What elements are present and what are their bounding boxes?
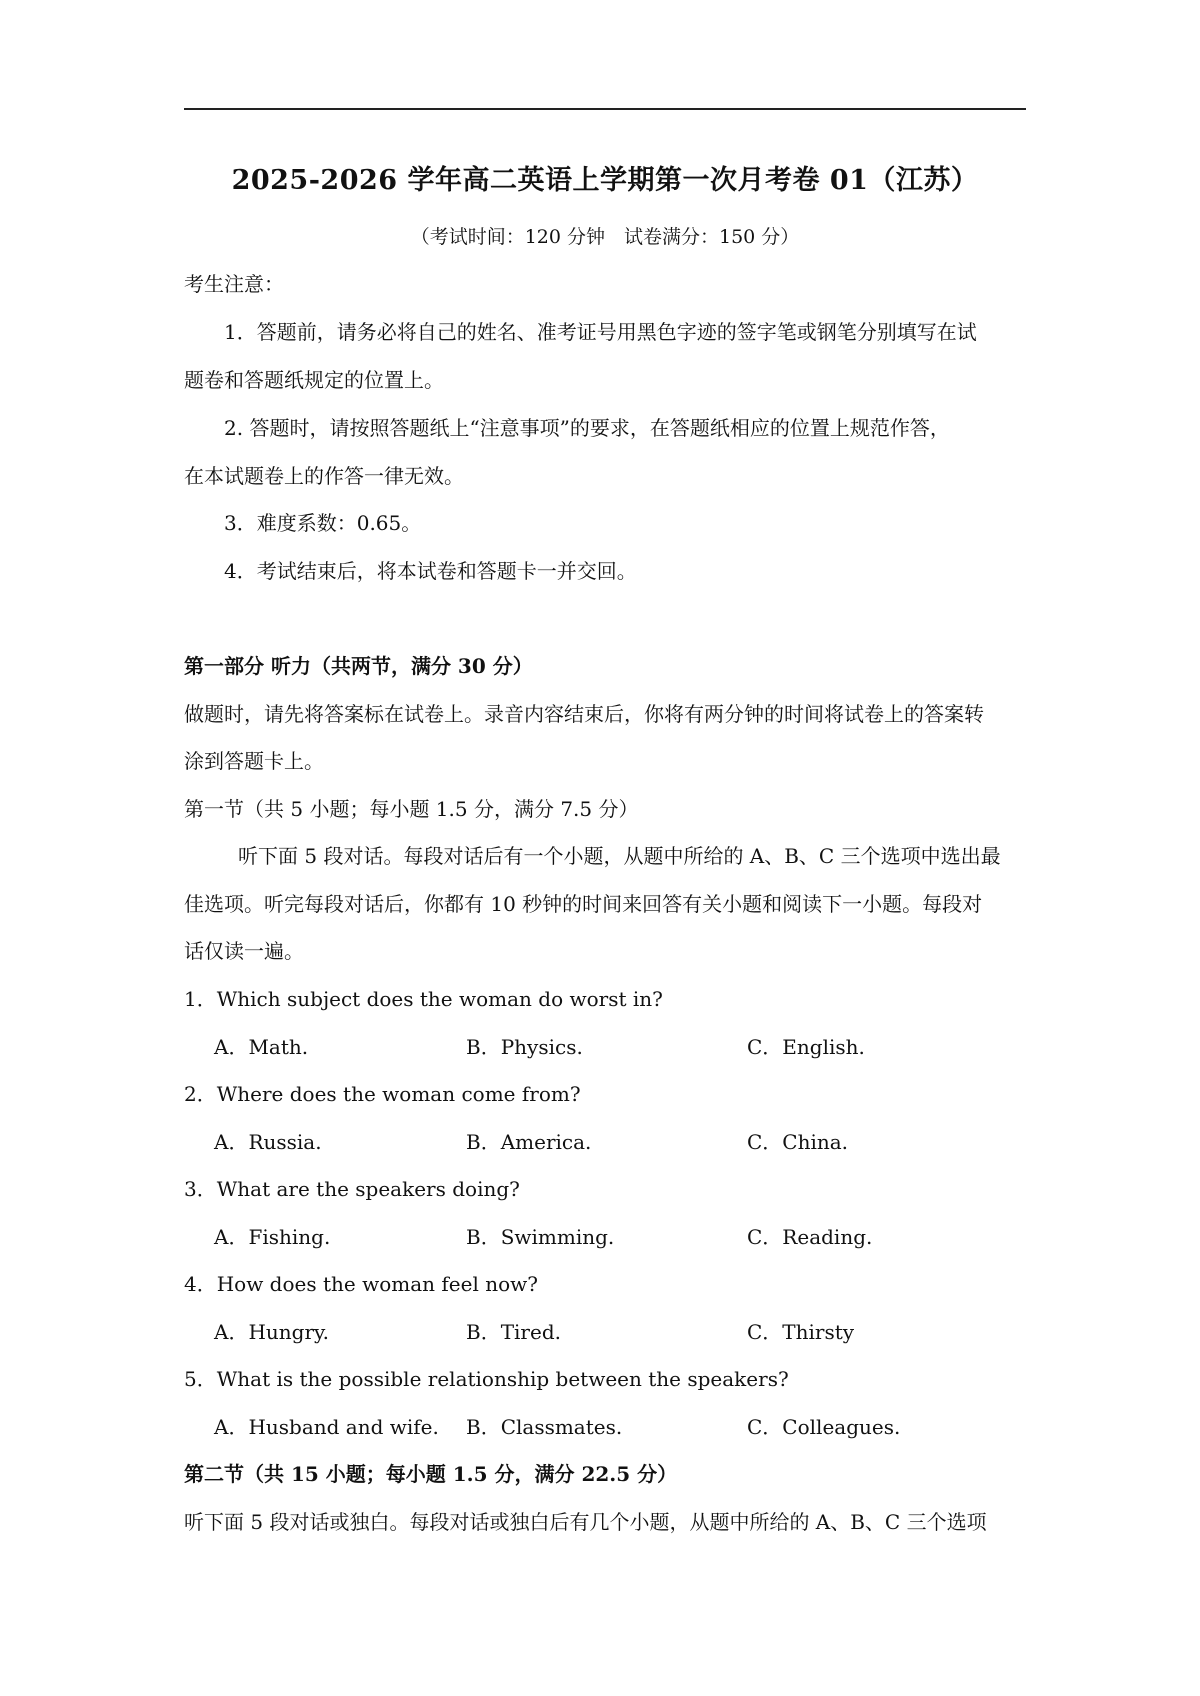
question-5-stem: 5．What is the possible relationship between the speakers? xyxy=(184,1367,789,1391)
notice-item-3: 3．难度系数：0.65。 xyxy=(224,511,422,535)
exam-info: （考试时间：120 分钟 试卷满分：150 分） xyxy=(410,226,800,248)
question-3-stem: 3．What are the speakers doing? xyxy=(184,1177,520,1201)
question-4-stem: 4．How does the woman feel now? xyxy=(184,1272,538,1296)
option-b: B．Swimming. xyxy=(466,1225,615,1249)
part1-heading: 第一部分 听力（共两节，满分 30 分） xyxy=(184,654,533,678)
option-a: A．Husband and wife. xyxy=(214,1415,439,1439)
option-c: C．Reading. xyxy=(747,1225,873,1249)
option-a: A．Hungry. xyxy=(214,1320,330,1344)
option-b: B．Classmates. xyxy=(466,1415,623,1439)
option-a: A．Russia. xyxy=(214,1130,322,1154)
question-4-options xyxy=(214,1316,1026,1344)
question-1-options xyxy=(214,1031,1026,1059)
option-a: A．Math. xyxy=(214,1035,309,1059)
option-b: B．Physics. xyxy=(466,1035,583,1059)
question-5-options xyxy=(214,1411,1026,1439)
question-1-stem: 1．Which subject does the woman do worst in? xyxy=(184,987,663,1011)
option-c: C．English. xyxy=(747,1035,865,1059)
notice-item-4: 4．考试结束后，将本试卷和答题卡一并交回。 xyxy=(224,559,637,583)
option-a: A．Fishing. xyxy=(214,1225,331,1249)
option-b: B．Tired. xyxy=(466,1320,561,1344)
section1-instructions-cont: 佳选项。听完每段对话后，你都有 10 秒钟的时间来回答有关小题和阅读下一小题。每段对 xyxy=(184,892,983,916)
option-c: C．Colleagues. xyxy=(747,1415,901,1439)
notice-item-1-cont: 题卷和答题纸规定的位置上。 xyxy=(184,368,444,392)
page-title: 2025-2026 学年高二英语上学期第一次月考卷 01（江苏） xyxy=(231,165,979,196)
question-2-stem: 2．Where does the woman come from? xyxy=(184,1082,581,1106)
notice-heading: 考生注意： xyxy=(184,272,284,296)
option-b: B．America. xyxy=(466,1130,592,1154)
section1-heading: 第一节（共 5 小题；每小题 1.5 分，满分 7.5 分） xyxy=(184,797,639,821)
question-2-options xyxy=(214,1126,1026,1154)
option-c: C．Thirsty xyxy=(747,1320,855,1344)
section2-heading: 第二节（共 15 小题；每小题 1.5 分，满分 22.5 分） xyxy=(184,1462,678,1486)
option-c: C．China. xyxy=(747,1130,849,1154)
part1-instructions: 做题时，请先将答案标在试卷上。录音内容结束后，你将有两分钟的时间将试卷上的答案转 xyxy=(184,702,984,726)
section1-instructions-end: 话仅读一遍。 xyxy=(184,939,304,963)
question-3-options xyxy=(214,1221,1026,1249)
part1-instructions-cont: 涂到答题卡上。 xyxy=(184,749,324,773)
section1-instructions: 听下面 5 段对话。每段对话后有一个小题，从题中所给的 A、B、C 三个选项中选出最 xyxy=(238,844,1001,868)
notice-item-2: 2. 答题时，请按照答题纸上“注意事项”的要求，在答题纸相应的位置上规范作答， xyxy=(224,416,950,440)
section2-instructions: 听下面 5 段对话或独白。每段对话或独白后有几个小题，从题中所给的 A、B、C 三个选项 xyxy=(184,1510,987,1534)
notice-item-1: 1．答题前，请务必将自己的姓名、准考证号用黑色字迹的签字笔或钢笔分别填写在试 xyxy=(224,320,977,344)
notice-item-2-cont: 在本试题卷上的作答一律无效。 xyxy=(184,464,464,488)
header-rule xyxy=(184,108,1026,110)
